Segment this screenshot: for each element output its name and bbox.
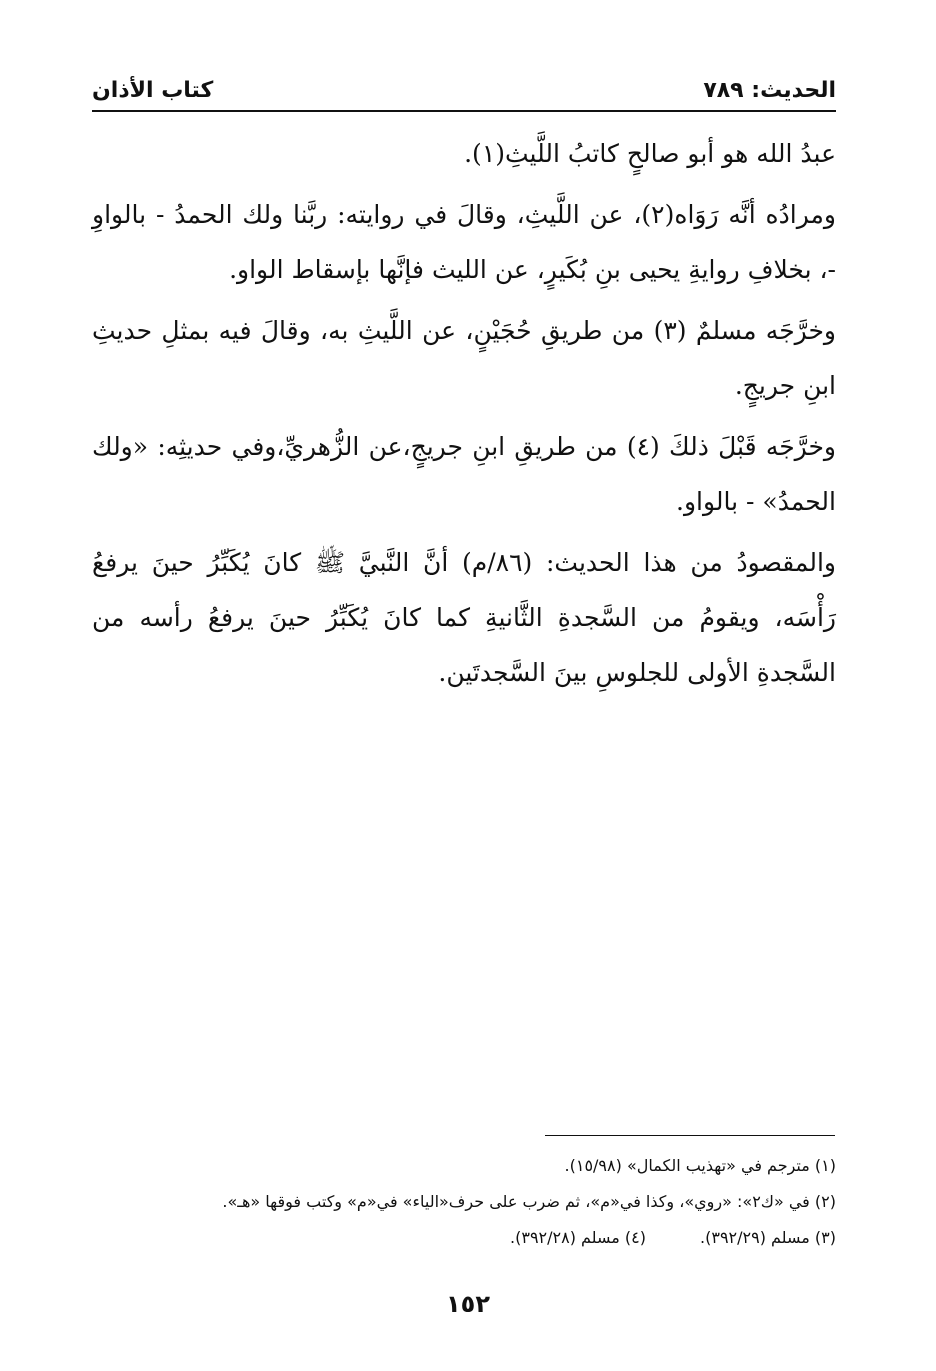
main-text — [92, 126, 836, 706]
footnote-row-3-4 — [92, 1220, 836, 1256]
footnote-3: (٣) مسلم (٣٩٢/٢٩). — [700, 1228, 836, 1247]
paragraph-3: وخرَّجَه مسلمٌ (٣) من طريقِ حُجَيْنٍ، عن اللَّيثِ به، وقالَ فيه بمثلِ حديثِ ابنِ جريجٍ. — [92, 316, 836, 400]
footnote-4: (٤) مسلم (٣٩٢/٢٨). — [510, 1228, 646, 1247]
page-number: ١٥٢ — [446, 1290, 490, 1318]
book-title: كتاب الأذان — [92, 78, 214, 103]
paragraph-5: والمقصودُ من هذا الحديث: (٨٦/م) أنَّ النَّبيَّ ﷺ كانَ يُكَبِّرُ حينَ يرفعُ رَأْسَه، ويقومُ من السَّجدةِ الثَّانيةِ كما كانَ يُكَبِّرُ حينَ يرفعُ رأسه من السَّجدةِ الأولى للجلوسِ بينَ السَّجدتَين. — [92, 548, 837, 687]
footnote-1: (١) مترجم في «تهذيب الكمال» (١٥/٩٨). — [564, 1156, 836, 1175]
paragraph-4: وخرَّجَه قَبْلَ ذلكَ (٤) من طريقِ ابنِ جريجٍ،عن الزُّهريِّ،وفي حديثِه: «ولك الحمدُ» - بالواو. — [92, 432, 836, 516]
paragraph-2: ومرادُه أنَّه رَوَاه(٢)، عن اللَّيثِ، وقالَ في روايته: ربَّنا ولك الحمدُ - بالواوِ -، بخلافِ روايةِ يحيى بنِ بُكَيرٍ، عن الليث فإنَّها بإسقاط الواو. — [92, 200, 836, 284]
header-divider — [92, 110, 836, 112]
running-header — [92, 78, 836, 110]
footnotes — [92, 1148, 836, 1256]
paragraph-1: عبدُ الله هو أبو صالحٍ كاتبُ اللَّيثِ(١). — [464, 139, 836, 168]
hadith-reference: الحديث: ٧٨٩ — [703, 78, 836, 103]
footnote-divider — [545, 1135, 835, 1136]
footnote-2: (٢) في «ك٢»: «روي»، وكذا في«م»، ثم ضرب على حرف«الياء» في«م» وكتب فوقها «هـ». — [222, 1192, 836, 1211]
